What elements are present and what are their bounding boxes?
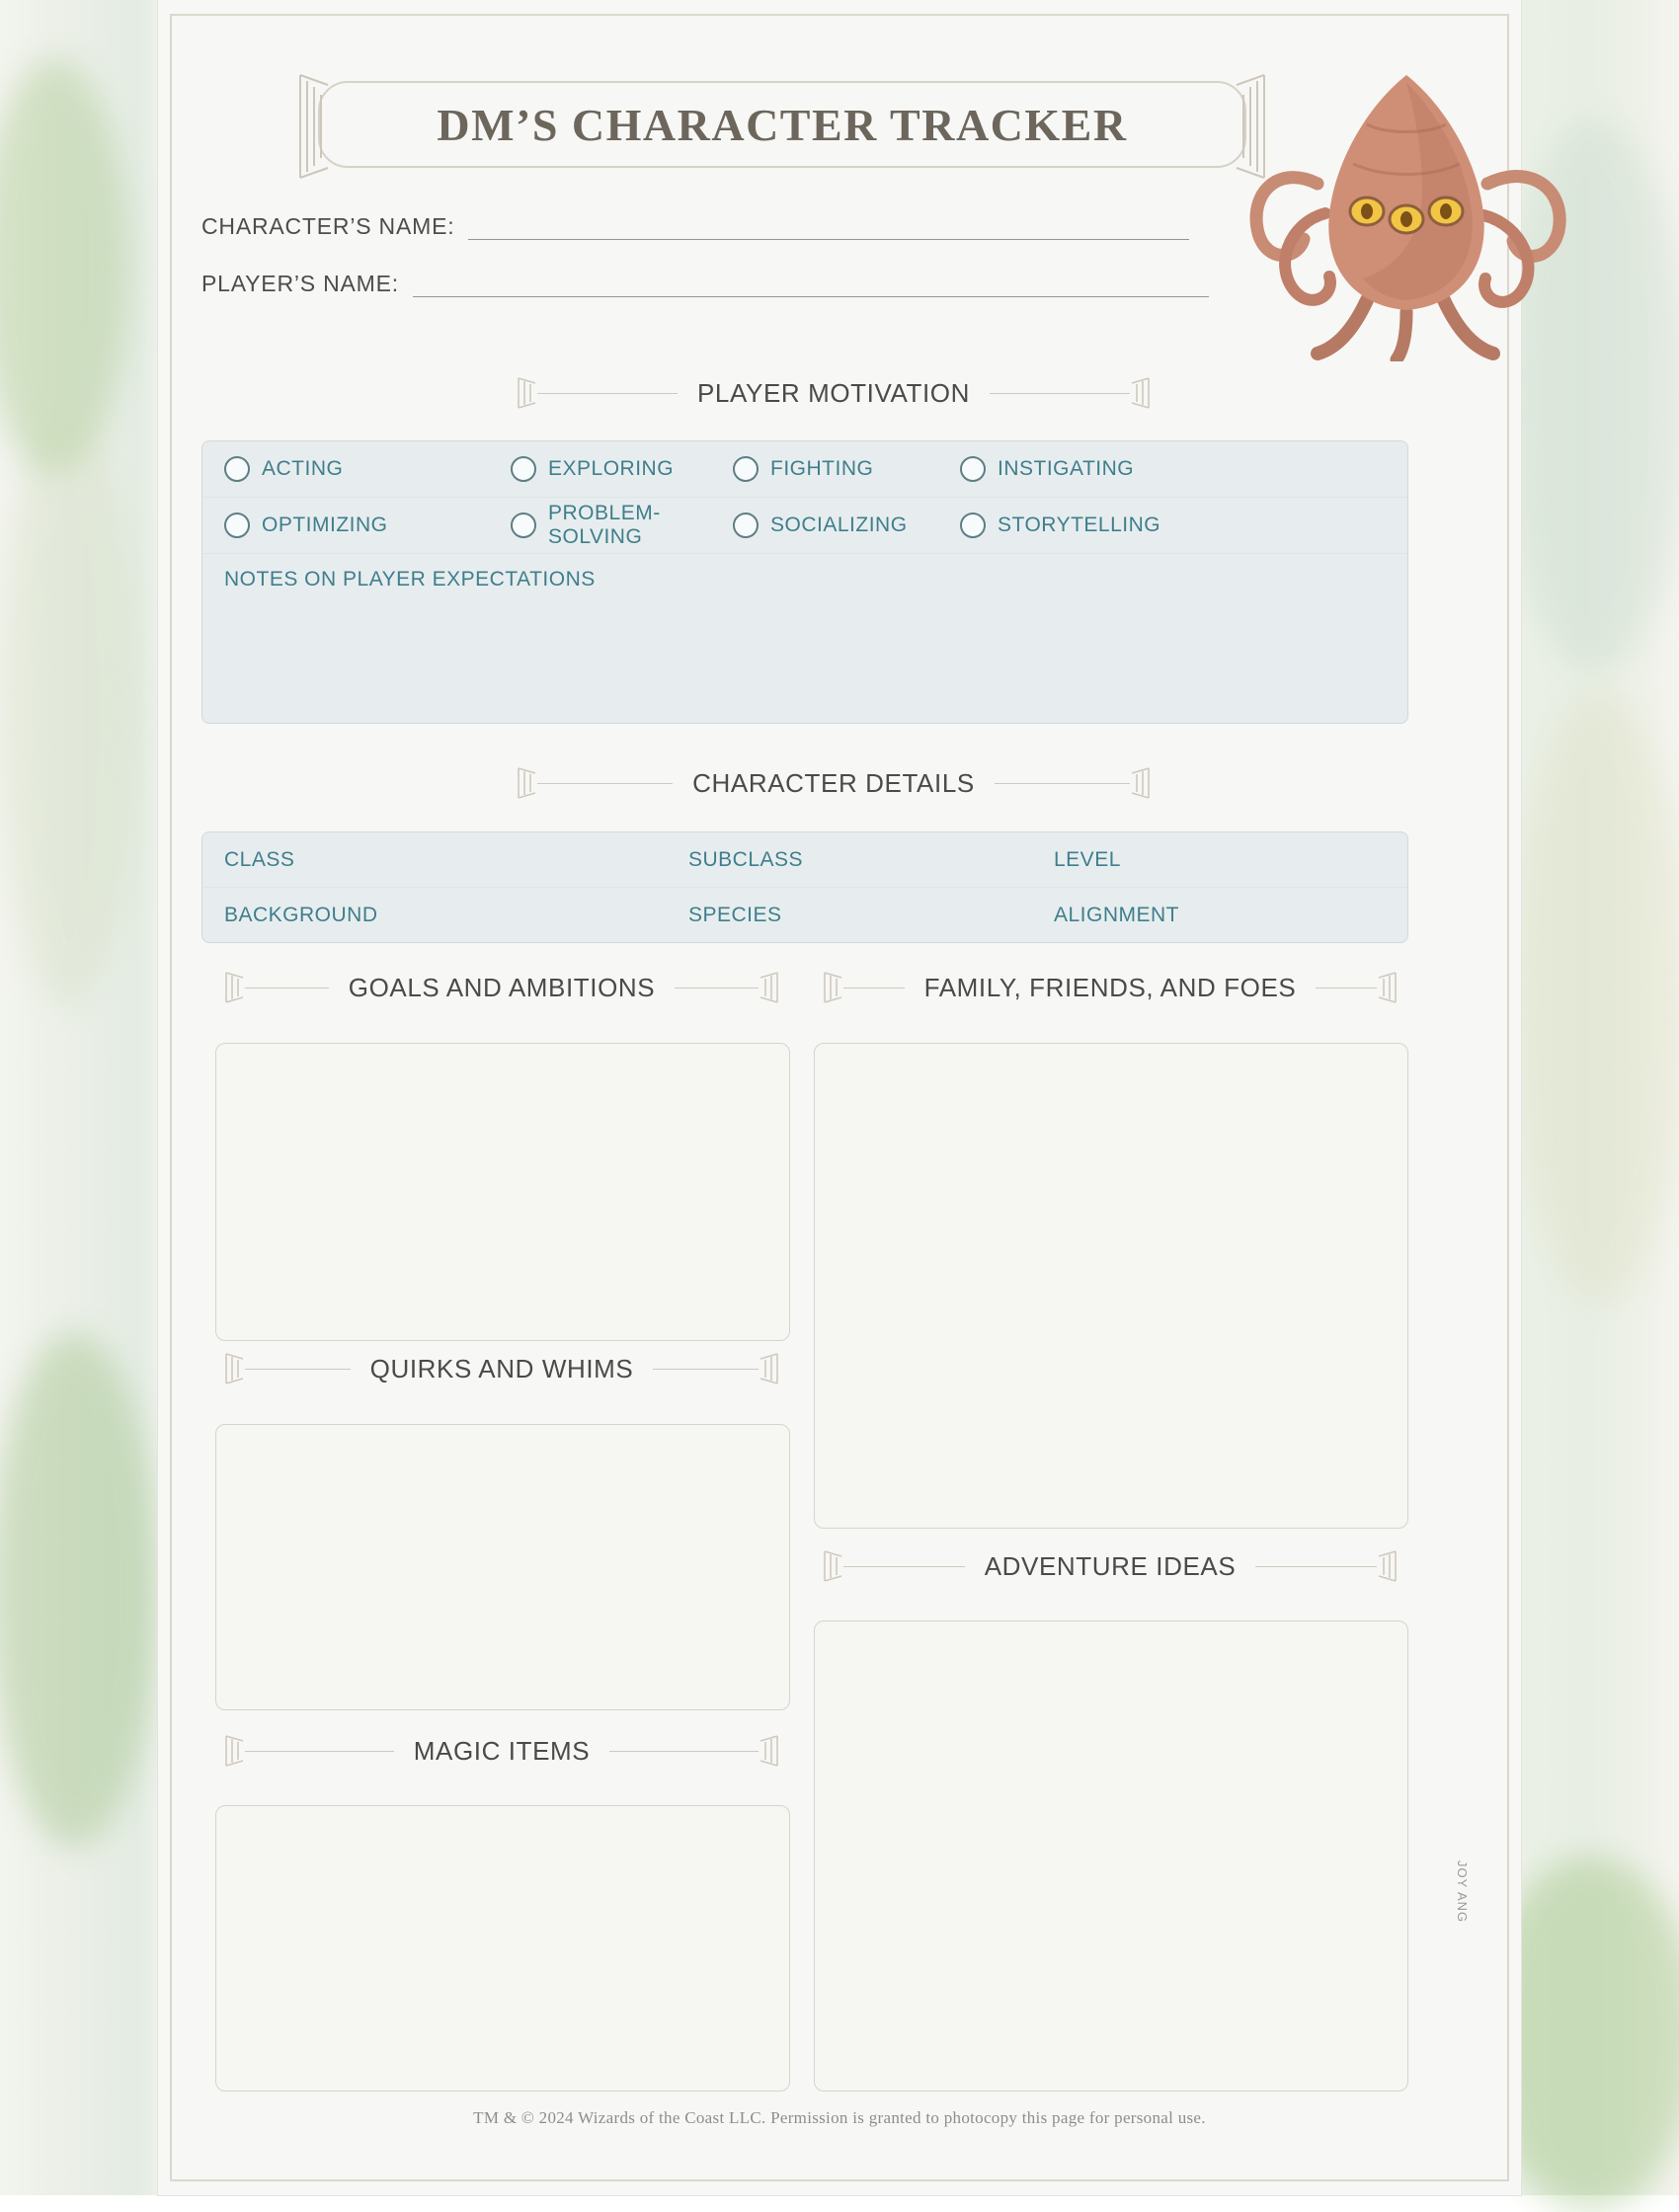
field-label: BACKGROUND bbox=[224, 903, 378, 926]
heading-ornament-right-icon bbox=[1377, 971, 1399, 1004]
field-alignment[interactable] bbox=[1054, 904, 1380, 927]
adventure-ideas-heading-text: ADVENTURE IDEAS bbox=[965, 1551, 1256, 1582]
heading-ornament-left-icon bbox=[822, 971, 843, 1004]
radio-icon[interactable] bbox=[511, 513, 536, 538]
field-level[interactable] bbox=[1054, 848, 1380, 872]
motivation-option-exploring[interactable] bbox=[511, 456, 733, 482]
field-background[interactable] bbox=[202, 904, 688, 927]
field-species[interactable] bbox=[688, 904, 1054, 927]
field-class[interactable] bbox=[202, 848, 688, 872]
radio-icon[interactable] bbox=[224, 456, 250, 482]
magic-items-heading bbox=[215, 1729, 788, 1773]
motivation-label: EXPLORING bbox=[548, 457, 675, 480]
background-wash bbox=[1511, 691, 1679, 1304]
goals-heading bbox=[215, 966, 788, 1009]
goals-input[interactable] bbox=[215, 1043, 790, 1341]
player-motivation-panel bbox=[201, 440, 1408, 724]
background-wash bbox=[0, 415, 138, 1007]
family-input[interactable] bbox=[814, 1043, 1408, 1529]
page-title bbox=[318, 81, 1246, 168]
motivation-label: SOCIALIZING bbox=[770, 514, 908, 536]
motivation-option-fighting[interactable] bbox=[733, 456, 960, 482]
footer-legal-text: TM & © 2024 Wizards of the Coast LLC. Permission is granted to photocopy this page for personal use. bbox=[473, 2108, 1206, 2127]
quirks-heading-text: QUIRKS AND WHIMS bbox=[351, 1354, 654, 1384]
motivation-row-1 bbox=[202, 441, 1407, 498]
motivation-option-instigating[interactable] bbox=[960, 456, 1217, 482]
character-details-heading-text: CHARACTER DETAILS bbox=[673, 768, 995, 799]
heading-ornament-right-icon bbox=[1130, 376, 1152, 410]
motivation-label: INSTIGATING bbox=[998, 457, 1135, 480]
heading-ornament-right-icon bbox=[1377, 1549, 1399, 1583]
family-heading-text: FAMILY, FRIENDS, AND FOES bbox=[905, 973, 1317, 1003]
artist-credit: JOY ANG bbox=[1455, 1859, 1470, 1923]
player-name-row bbox=[201, 271, 1209, 297]
field-label: LEVEL bbox=[1054, 847, 1121, 871]
radio-icon[interactable] bbox=[224, 513, 250, 538]
sheet-border bbox=[170, 14, 1509, 2181]
motivation-option-optimizing[interactable] bbox=[202, 513, 511, 538]
heading-ornament-right-icon bbox=[759, 1734, 780, 1768]
title-text: DM’S CHARACTER TRACKER bbox=[437, 99, 1128, 150]
heading-ornament-left-icon bbox=[516, 376, 537, 410]
heading-ornament-left-icon bbox=[223, 1352, 245, 1385]
motivation-label: ACTING bbox=[262, 457, 344, 480]
character-details-row-2 bbox=[202, 888, 1407, 942]
heading-ornament-left-icon bbox=[516, 766, 537, 800]
radio-icon[interactable] bbox=[733, 456, 759, 482]
quirks-heading bbox=[215, 1347, 788, 1390]
field-label: CLASS bbox=[224, 847, 295, 871]
radio-icon[interactable] bbox=[960, 513, 986, 538]
field-subclass[interactable] bbox=[688, 848, 1054, 872]
heading-ornament-right-icon bbox=[759, 971, 780, 1004]
radio-icon[interactable] bbox=[960, 456, 986, 482]
field-label: SPECIES bbox=[688, 903, 782, 926]
character-name-row bbox=[201, 213, 1189, 240]
motivation-label: PROBLEM-SOLVING bbox=[548, 502, 661, 548]
character-details-panel bbox=[201, 831, 1408, 943]
heading-ornament-right-icon bbox=[1130, 766, 1152, 800]
character-details-heading bbox=[508, 761, 1159, 805]
motivation-label: FIGHTING bbox=[770, 457, 874, 480]
motivation-option-storytelling[interactable] bbox=[960, 513, 1217, 538]
character-name-input[interactable] bbox=[468, 217, 1189, 240]
family-heading bbox=[814, 966, 1406, 1009]
notes-on-player-expectations-input[interactable] bbox=[202, 592, 1407, 720]
notes-on-player-expectations-label: NOTES ON PLAYER EXPECTATIONS bbox=[224, 568, 596, 591]
quirks-input[interactable] bbox=[215, 1424, 790, 1710]
radio-icon[interactable] bbox=[733, 513, 759, 538]
background-wash bbox=[1501, 118, 1679, 672]
heading-ornament-right-icon bbox=[759, 1352, 780, 1385]
motivation-label: STORYTELLING bbox=[998, 514, 1161, 536]
goals-heading-text: GOALS AND AMBITIONS bbox=[329, 973, 675, 1003]
background-wash bbox=[0, 1333, 158, 1847]
radio-icon[interactable] bbox=[511, 456, 536, 482]
motivation-row-2 bbox=[202, 498, 1407, 554]
player-name-input[interactable] bbox=[413, 275, 1209, 297]
character-name-label: CHARACTER’S NAME: bbox=[201, 213, 455, 239]
field-label: SUBCLASS bbox=[688, 847, 804, 871]
adventure-ideas-heading bbox=[814, 1544, 1406, 1588]
motivation-label: OPTIMIZING bbox=[262, 514, 388, 536]
character-details-row-1 bbox=[202, 832, 1407, 888]
heading-ornament-left-icon bbox=[223, 971, 245, 1004]
background-wash bbox=[0, 59, 128, 474]
heading-ornament-left-icon bbox=[223, 1734, 245, 1768]
player-motivation-heading bbox=[508, 371, 1159, 415]
adventure-ideas-input[interactable] bbox=[814, 1620, 1408, 2092]
character-sheet bbox=[158, 0, 1521, 2195]
motivation-option-acting[interactable] bbox=[202, 456, 511, 482]
player-name-label: PLAYER’S NAME: bbox=[201, 271, 399, 296]
magic-items-heading-text: MAGIC ITEMS bbox=[394, 1736, 610, 1767]
heading-ornament-left-icon bbox=[822, 1549, 843, 1583]
motivation-option-problem-solving[interactable] bbox=[511, 502, 733, 549]
motivation-option-socializing[interactable] bbox=[733, 513, 960, 538]
magic-items-input[interactable] bbox=[215, 1805, 790, 2092]
player-motivation-heading-text: PLAYER MOTIVATION bbox=[678, 378, 990, 409]
field-label: ALIGNMENT bbox=[1054, 903, 1180, 926]
